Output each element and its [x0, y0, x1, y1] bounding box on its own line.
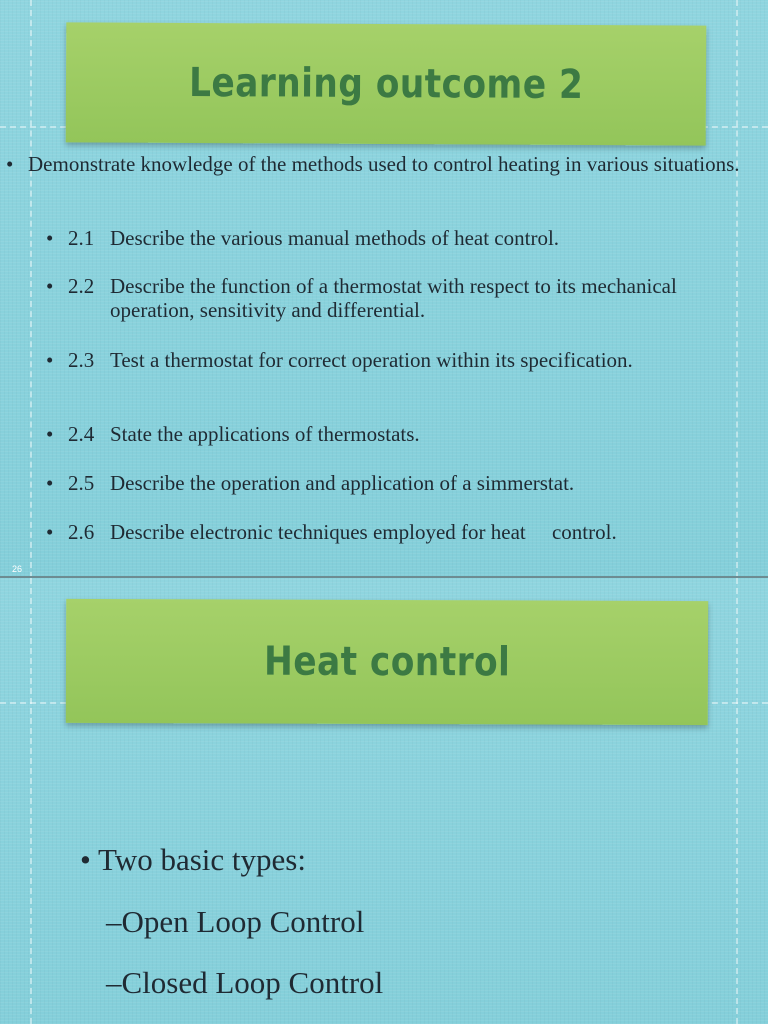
- bullet-dot: •: [80, 842, 99, 877]
- list-item: [106, 965, 383, 1001]
- item-number: 2.1: [68, 226, 95, 250]
- item-text: Describe the function of a thermostat with respect to its mechanical operation, sensitivity and differential.: [110, 274, 677, 322]
- list-item: [46, 471, 758, 495]
- bullet-dot: •: [6, 152, 14, 176]
- bullet-dot: •: [46, 274, 54, 298]
- item-number: 2.4: [68, 422, 95, 446]
- list-item: [46, 348, 758, 372]
- slide-number: 26: [12, 564, 23, 574]
- item-text: Describe the operation and application of a simmerstat.: [110, 471, 575, 495]
- item-text: Test a thermostat for correct operation within its specification.: [110, 348, 633, 372]
- main-bullet-text: Demonstrate knowledge of the methods used to control heating in various situations.: [28, 152, 740, 176]
- bullet-dot: •: [46, 348, 54, 372]
- item-number: 2.2: [68, 274, 95, 298]
- list-item: [46, 520, 758, 544]
- bullet-dot: •: [46, 471, 54, 495]
- list-item: [46, 422, 758, 446]
- list-item: [46, 226, 758, 250]
- bullet-dot: •: [46, 422, 54, 446]
- slide-title: Heat control: [263, 638, 511, 686]
- item-number: 2.3: [68, 348, 95, 372]
- item-number: 2.6: [68, 520, 95, 544]
- slide-heat-control: [0, 578, 768, 1024]
- title-banner: [66, 599, 708, 725]
- list-item: [80, 842, 306, 878]
- stitch-decoration: [30, 578, 32, 1024]
- item-text: –Open Loop Control: [106, 904, 365, 939]
- item-text: Two basic types:: [98, 842, 306, 877]
- list-item: [46, 274, 758, 322]
- bullet-dot: •: [46, 520, 54, 544]
- item-text: –Closed Loop Control: [106, 965, 384, 1000]
- list-item: [106, 904, 364, 940]
- item-text: State the applications of thermostats.: [110, 422, 420, 446]
- bullet-dot: •: [46, 226, 54, 250]
- main-bullet: [6, 152, 741, 176]
- stitch-decoration: [736, 578, 738, 1024]
- item-number: 2.5: [68, 471, 95, 495]
- item-text: Describe electronic techniques employed for heat control.: [110, 520, 617, 544]
- item-text: Describe the various manual methods of heat control.: [110, 226, 560, 250]
- stitch-decoration: [30, 0, 32, 578]
- slide-title: Learning outcome 2: [188, 59, 584, 109]
- title-banner: [66, 22, 707, 145]
